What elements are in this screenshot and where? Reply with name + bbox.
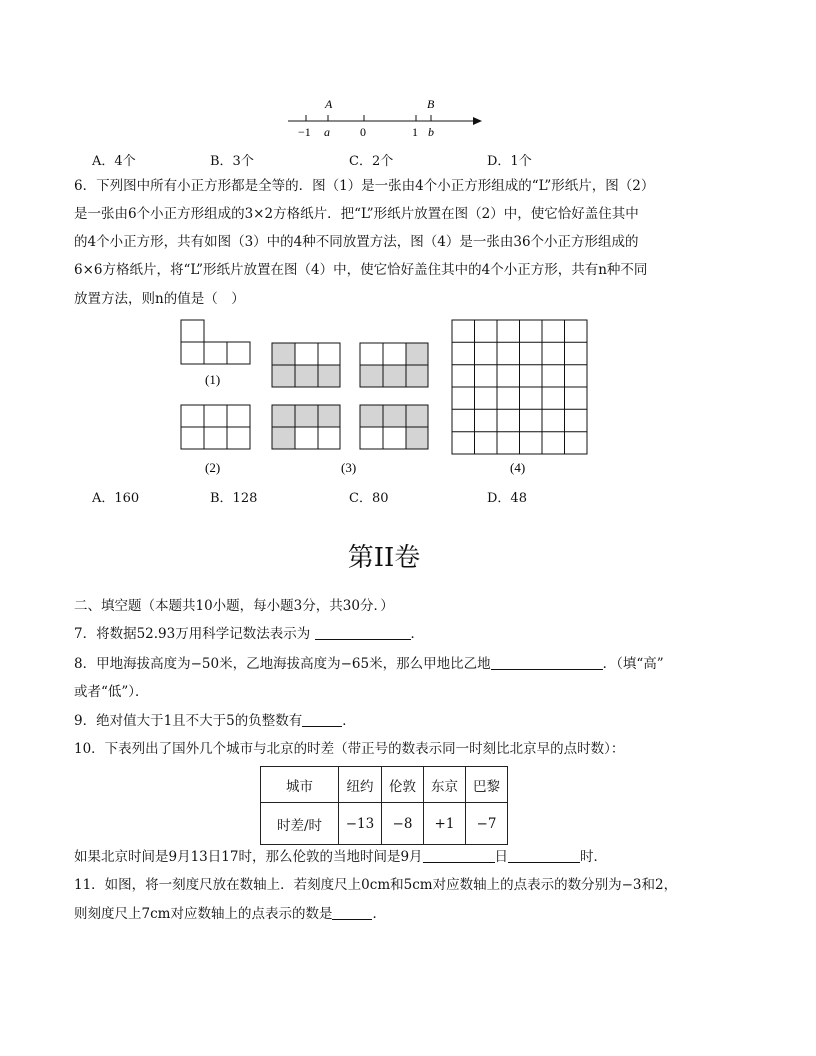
q7-answer-blank[interactable]: [315, 625, 411, 640]
tick-label-0: 0: [360, 125, 366, 139]
q9-text: 9．绝对值大于1且不大于5的负整数有: [74, 713, 303, 729]
figure-4-grid: [452, 320, 587, 454]
q9-end: ．: [342, 713, 356, 729]
table-cell: 纽约: [339, 767, 382, 803]
tick-label-b: b: [428, 125, 434, 139]
table-cell: −8: [382, 803, 424, 845]
table-cell: −13: [339, 803, 382, 845]
q6-line-2: 是一张由6个小正方形组成的3×2方格纸片．把“L”形纸片放置在图（2）中，使它恰好盖住其中: [74, 206, 639, 222]
q8-line-2: 或者“低”）．: [74, 684, 149, 700]
q10-after: [74, 848, 607, 866]
q7: [74, 625, 424, 643]
arrow-head-icon: [473, 117, 482, 125]
q8-end: ．（填“高”: [602, 656, 664, 672]
figure-label-1: (1): [205, 372, 221, 387]
q6-option-a: A．160: [92, 491, 140, 506]
q8: [74, 655, 664, 673]
q9-answer-blank[interactable]: [302, 712, 342, 727]
q9: [74, 712, 356, 730]
q5-option-b: B．3个: [210, 154, 254, 169]
q10-text: 10．下表列出了国外几个城市与北京的时差（带正号的数表示同一时刻比北京早的点时数）：: [74, 741, 625, 757]
table-cell: 巴黎: [466, 767, 508, 803]
table-cell: 城市: [261, 767, 339, 803]
q5-option-a: A．4个: [92, 154, 136, 169]
figure-3a-placement: [272, 343, 340, 387]
table-cell: 伦敦: [382, 767, 424, 803]
q8-text: 8．甲地海拔高度为−50米，乙地海拔高度为−65米，那么甲地比乙地: [74, 656, 491, 672]
table-cell: 东京: [424, 767, 466, 803]
table-cell: +1: [424, 803, 466, 845]
table-row: [261, 803, 508, 845]
point-label-A: A: [325, 97, 333, 111]
point-label-B: B: [427, 97, 435, 111]
figure-label-2: (2): [205, 460, 221, 475]
figure-3b-placement: [360, 343, 428, 387]
section2-heading: 二、填空题（本题共10小题，每小题3分，共30分．）: [74, 598, 394, 614]
q6-option-d: D．48: [487, 491, 527, 506]
q11-answer-blank[interactable]: [332, 905, 372, 920]
q11-line-2-end: ．: [372, 906, 386, 922]
q10-after-mid: 日: [494, 849, 509, 865]
figure-3c-placement: [272, 405, 340, 449]
q6-line-1: 6．下列图中所有小正方形都是全等的．图（1）是一张由4个小正方形组成的“L”形纸片，图（2）: [74, 178, 655, 194]
q6-option-c: C．80: [349, 491, 389, 506]
q10-after-end: 时．: [580, 849, 608, 865]
figure-label-4: (4): [510, 460, 526, 475]
q6-option-b: B．128: [210, 491, 258, 506]
time-difference-table: [260, 766, 508, 845]
table-cell: −7: [466, 803, 508, 845]
q6-figures: [0, 315, 816, 485]
q5-option-c: C．2个: [349, 154, 394, 169]
figure-label-3: (3): [341, 460, 357, 475]
figure-1-l-shape: [181, 320, 250, 364]
tick-label-neg1: −1: [298, 125, 311, 139]
q7-end: ．: [410, 626, 425, 642]
table-cell: 时差/时: [261, 803, 339, 845]
table-header-row: [261, 767, 508, 803]
q10-after-prefix: 如果北京时间是9月13日17时，那么伦敦的当地时间是9月: [74, 849, 423, 865]
q6-line-4: 6×6方格纸片，将“L”形纸片放置在图（4）中，使它恰好盖住其中的4个小正方形，共有n种不同: [74, 262, 648, 278]
q6-line-5: 放置方法，则n的值是（ ）: [74, 291, 245, 307]
q11-line-2-prefix: 则刻度尺上7cm对应数轴上的点表示的数是: [74, 906, 333, 922]
tick-label-1: 1: [412, 125, 418, 139]
q11-line-2: [74, 905, 386, 923]
q10-day-blank[interactable]: [423, 848, 495, 863]
q5-option-d: D．1个: [487, 154, 532, 169]
figure-3d-placement: [360, 405, 428, 449]
q11-line-1: 11．如图，将一刻度尺放在数轴上．若刻度尺上0cm和5cm对应数轴上的点表示的数分别为−3和2，: [74, 877, 678, 893]
tick-label-a: a: [324, 125, 330, 139]
q6-line-3: 的4个小正方形，共有如图（3）中的4种不同放置方法，图（4）是一张由36个小正方形组成的: [74, 234, 639, 250]
section-title: 第II卷: [347, 543, 421, 573]
q10-hour-blank[interactable]: [508, 848, 580, 863]
figure-2-grid: [181, 405, 250, 449]
q7-text: 7．将数据52.93万用科学记数法表示为: [74, 626, 311, 642]
q8-answer-blank[interactable]: [491, 655, 603, 670]
